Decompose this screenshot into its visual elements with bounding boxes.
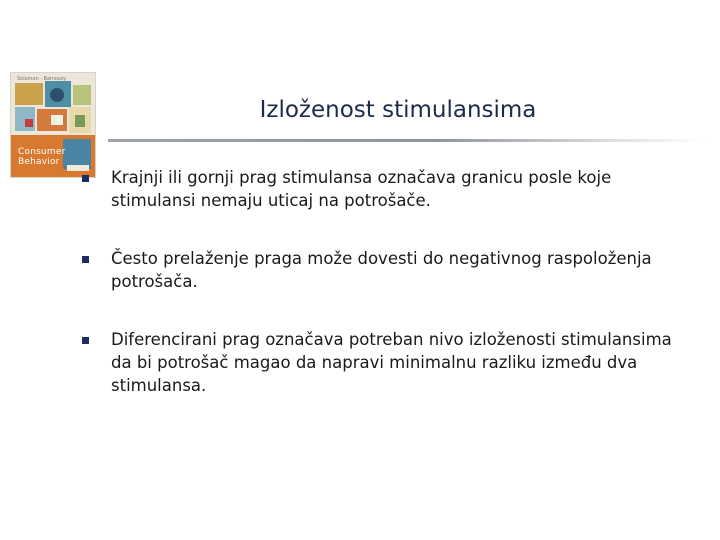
- square-bullet-icon: [82, 256, 89, 263]
- book-title-line-2: Behavior: [18, 157, 60, 167]
- book-title: [18, 147, 66, 167]
- bullet-text: Često prelaženje praga može dovesti do negativnog raspoloženja potrošača.: [111, 249, 652, 291]
- bullet-text: Diferencirani prag označava potreban nivo izloženosti stimulansima da bi potrošač magao da napravi minimalnu razliku između dva stimulansa.: [111, 330, 672, 395]
- book-cover-image: [10, 72, 96, 178]
- book-author: Solomon · Bamossy: [17, 76, 67, 82]
- title-divider: [108, 139, 706, 142]
- slide-title: Izloženost stimulansima: [259, 97, 537, 123]
- square-bullet-icon: [82, 175, 89, 182]
- square-bullet-icon: [82, 337, 89, 344]
- bullet-text: Krajnji ili gornji prag stimulansa označava granicu posle koje stimulansi nemaju uticaj na potrošače.: [111, 168, 612, 210]
- book-title-line-1: Consumer: [18, 147, 66, 157]
